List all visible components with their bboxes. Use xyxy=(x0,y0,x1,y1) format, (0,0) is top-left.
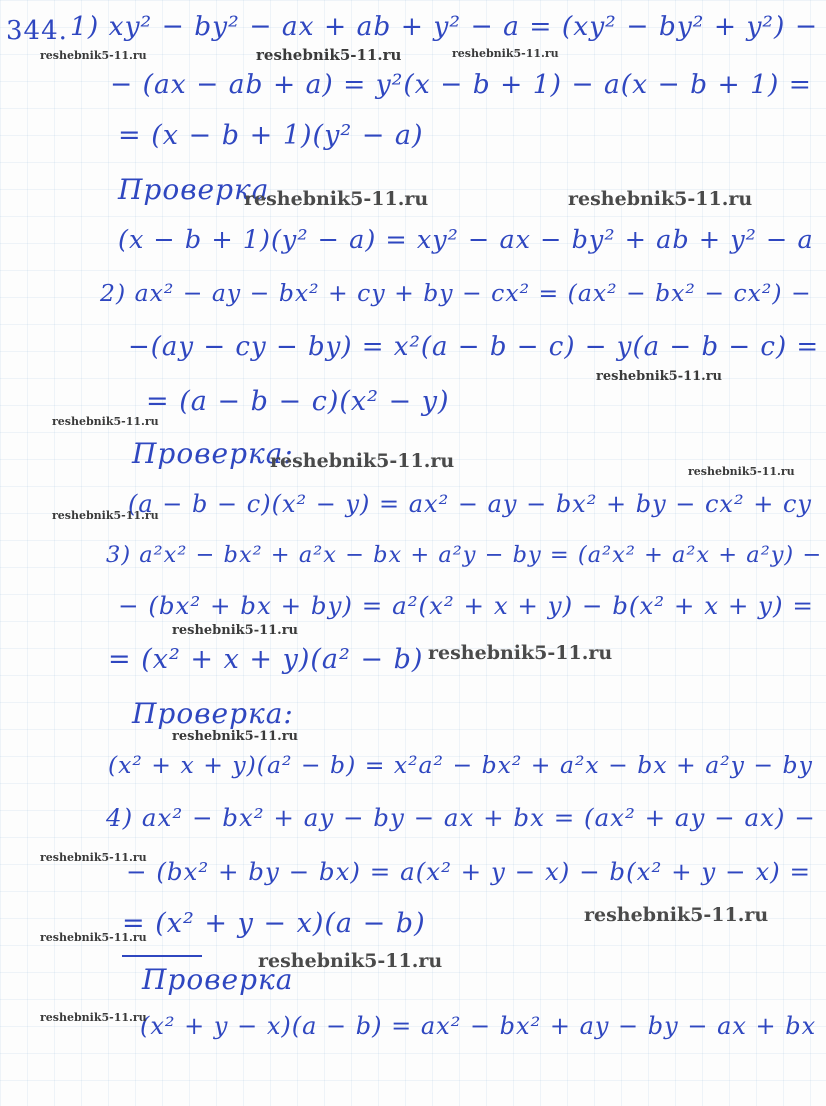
part2-line2: −(ay − cy − by) = x²(a − b − c) − y(a − b − c) = xyxy=(128,332,820,362)
part4-line3: = (x² + y − x)(a − b) xyxy=(122,908,426,939)
check4-line: (x² + y − x)(a − b) = ax² − bx² + ay − by − ax + bx xyxy=(140,1012,817,1040)
part2-line3: = (a − b − c)(x² − y) xyxy=(146,386,450,417)
watermark: reshebnik5-11.ru xyxy=(40,1011,147,1024)
watermark: reshebnik5-11.ru xyxy=(584,904,769,926)
check1-heading: Проверка xyxy=(118,173,270,206)
watermark: reshebnik5-11.ru xyxy=(596,369,723,384)
part3-line3: = (x² + x + y)(a² − b) xyxy=(108,644,424,675)
watermark: reshebnik5-11.ru xyxy=(244,188,429,210)
watermark: reshebnik5-11.ru xyxy=(172,729,299,744)
problem-number: 344. xyxy=(6,16,68,46)
check3-line: (x² + x + y)(a² − b) = x²a² − bx² + a²x − bx + a²y − by xyxy=(108,751,813,779)
watermark: reshebnik5-11.ru xyxy=(172,623,299,638)
watermark: reshebnik5-11.ru xyxy=(258,950,443,972)
part4-line1: 4) ax² − bx² + ay − by − ax + bx = (ax² + ay − ax) − xyxy=(106,803,816,832)
watermark: reshebnik5-11.ru xyxy=(688,465,795,478)
part1-line3: = (x − b + 1)(y² − a) xyxy=(118,120,424,151)
part3-line1: 3) a²x² − bx² + a²x − bx + a²y − by = (a²x² + a²x + a²y) − xyxy=(106,542,823,568)
watermark: reshebnik5-11.ru xyxy=(452,47,559,60)
watermark: reshebnik5-11.ru xyxy=(52,509,159,522)
check2-heading: Проверка: xyxy=(132,437,294,470)
check3-heading: Проверка: xyxy=(132,697,294,730)
part2-line1: 2) ax² − ay − bx² + cy + by − cx² = (ax² − bx² − cx²) − xyxy=(100,279,812,307)
check4-heading: Проверка xyxy=(142,963,294,996)
watermark: reshebnik5-11.ru xyxy=(270,450,455,472)
watermark: reshebnik5-11.ru xyxy=(428,642,613,664)
check1-line: (x − b + 1)(y² − a) = xy² − ax − by² + ab + y² − a xyxy=(118,225,814,255)
watermark: reshebnik5-11.ru xyxy=(40,931,147,944)
watermark: reshebnik5-11.ru xyxy=(40,851,147,864)
check2-line: (a − b − c)(x² − y) = ax² − ay − bx² + by − cx² + cy xyxy=(128,490,812,518)
underline-stroke xyxy=(122,955,202,957)
watermark: reshebnik5-11.ru xyxy=(40,49,147,62)
watermark: reshebnik5-11.ru xyxy=(256,46,402,64)
watermark: reshebnik5-11.ru xyxy=(52,415,159,428)
part4-line2: − (bx² + by − bx) = a(x² + y − x) − b(x² + y − x) = xyxy=(126,857,812,886)
part3-line2: − (bx² + bx + by) = a²(x² + x + y) − b(x² + x + y) = xyxy=(118,591,814,620)
part1-line2: − (ax − ab + a) = y²(x − b + 1) − a(x − b + 1) = xyxy=(110,69,812,100)
watermark: reshebnik5-11.ru xyxy=(568,188,753,210)
part1-line1: 1) xy² − by² − ax + ab + y² − a = (xy² − by² + y²) − xyxy=(70,11,819,42)
